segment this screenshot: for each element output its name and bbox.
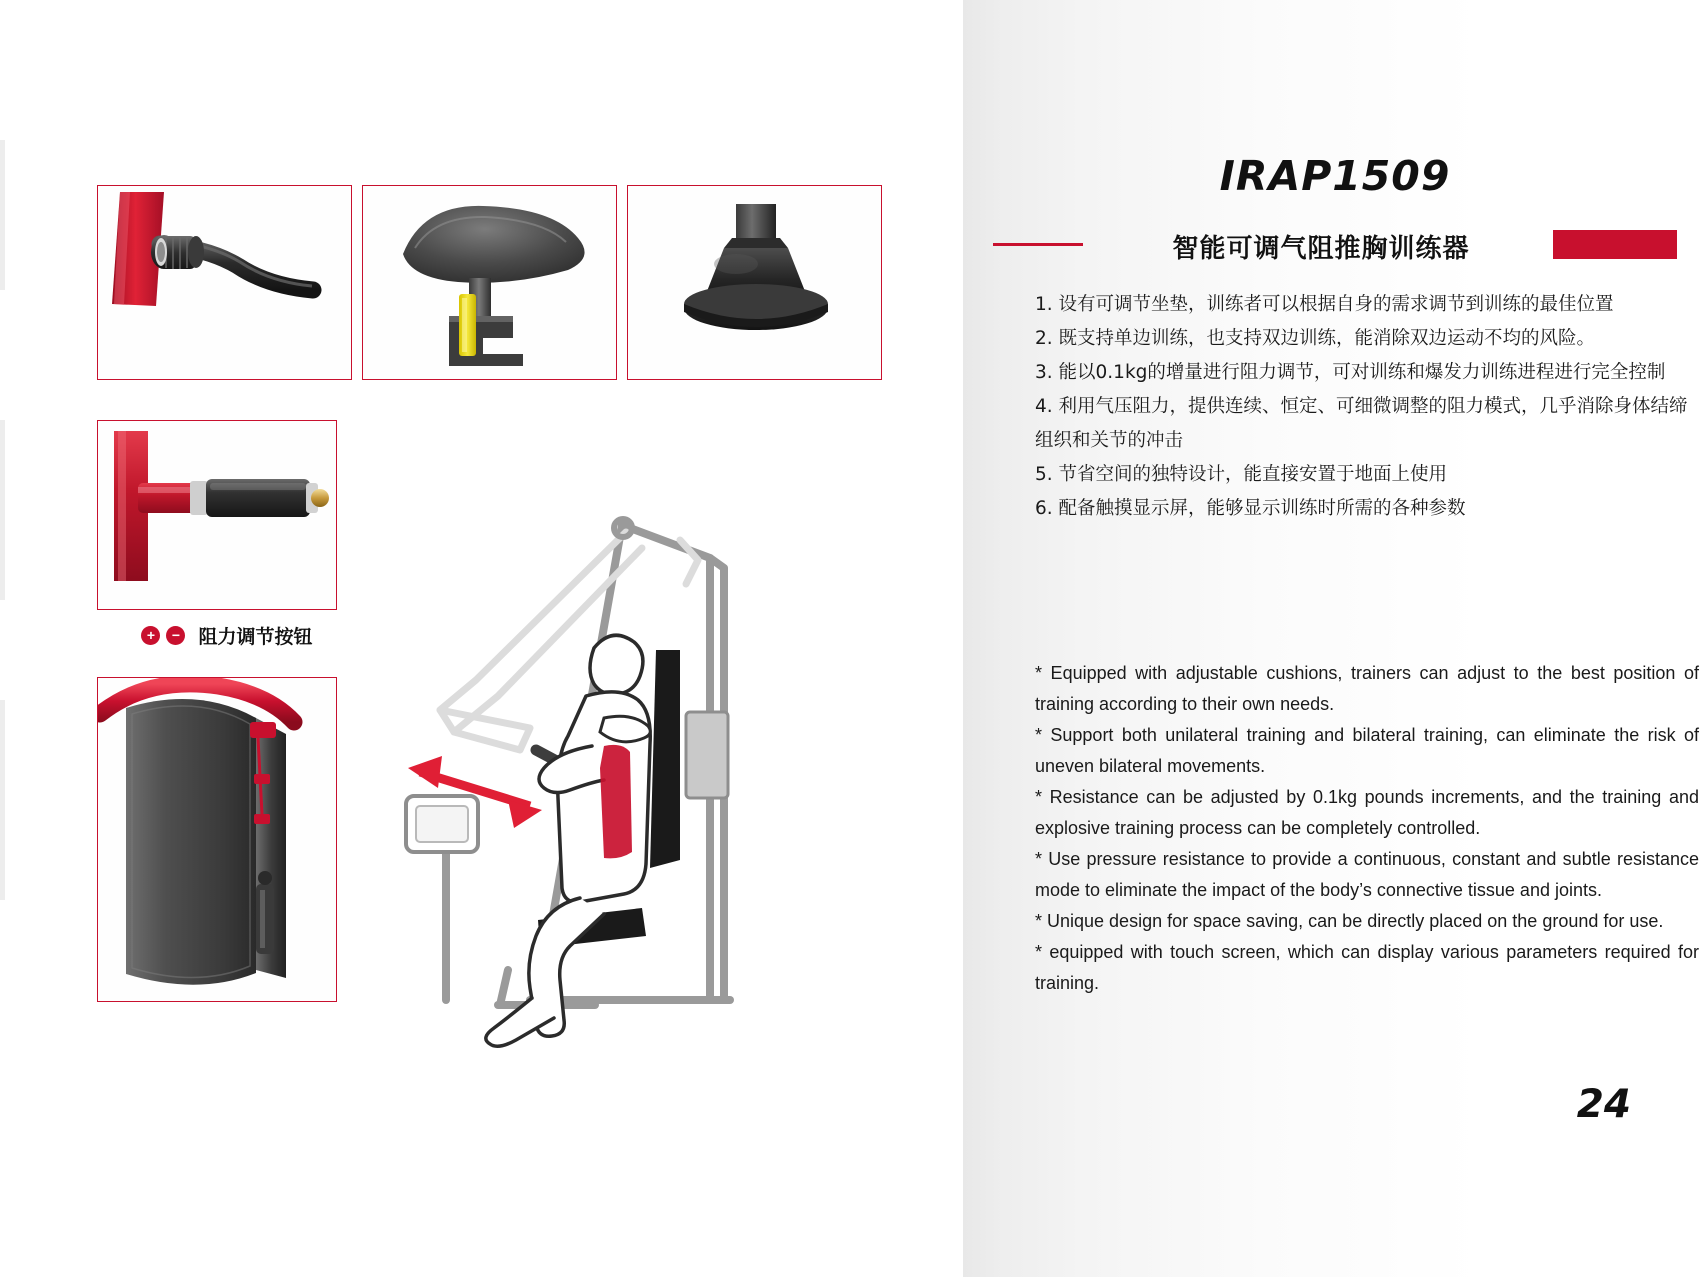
adjustment-knob-photo [97, 185, 352, 380]
chest-press-usage-diagram [380, 500, 800, 1060]
seat-cushion-photo [362, 185, 617, 380]
chinese-feature-list [1035, 288, 1695, 526]
chinese-feature-item: 3. 能以0.1kg的增量进行阻力调节，可对训练和爆发力训练进程进行完全控制 [1035, 362, 1666, 383]
english-feature-item: * Unique design for space saving, can be directly placed on the ground for use. [1035, 911, 1664, 931]
english-feature-item: * Equipped with adjustable cushions, trainers can adjust to the best position of training according to their own needs. [1035, 663, 1699, 714]
back-pad-illustration [98, 678, 337, 1002]
back-pad-photo [97, 677, 337, 1002]
chinese-feature-item: 6. 配备触摸显示屏，能够显示训练时所需的各种参数 [1035, 498, 1466, 519]
title-rule-left [993, 243, 1083, 246]
english-feature-item: * Support both unilateral training and bilateral training, can eliminate the risk of uneven bilateral movements. [1035, 725, 1699, 776]
base-foot-photo [627, 185, 882, 380]
chinese-feature-item: 4. 利用气压阻力，提供连续、恒定、可细微调整的阻力模式，几乎消除身体结缔组织和关节的冲击 [1035, 396, 1688, 451]
plus-icon: + [141, 626, 160, 645]
handle-grip-illustration [98, 421, 337, 610]
chinese-feature-item: 5. 节省空间的独特设计，能直接安置于地面上使用 [1035, 464, 1448, 485]
resistance-button-caption [97, 617, 357, 653]
model-title: IRAP1509 [1219, 152, 1451, 200]
chinese-title-bar [993, 228, 1677, 262]
binding-mark [0, 420, 5, 600]
english-feature-list [1035, 658, 1699, 999]
adjustment-knob-illustration [98, 186, 352, 380]
chinese-feature-item: 1. 设有可调节坐垫，训练者可以根据自身的需求调节到训练的最佳位置 [1035, 294, 1614, 315]
usage-diagram-svg [380, 500, 800, 1060]
binding-mark [0, 140, 5, 290]
resistance-button-label: 阻力调节按钮 [198, 625, 313, 648]
minus-icon: − [166, 626, 185, 645]
chinese-feature-item: 2. 既支持单边训练，也支持双边训练，能消除双边运动不均的风险。 [1035, 328, 1596, 349]
base-foot-illustration [628, 186, 882, 380]
title-accent-block [1553, 230, 1677, 259]
english-feature-item: * Resistance can be adjusted by 0.1kg pounds increments, and the training and explosive training process can be completely controlled. [1035, 787, 1699, 838]
english-feature-item: * Use pressure resistance to provide a continuous, constant and subtle resistance mode to eliminate the impact of the body’s connective tissue and joints. [1035, 849, 1699, 900]
binding-mark [0, 700, 5, 900]
page-number: 24 [1576, 1082, 1631, 1127]
seat-cushion-illustration [363, 186, 617, 380]
chinese-title: 智能可调气阻推胸训练器 [1172, 234, 1470, 264]
handle-grip-photo [97, 420, 337, 610]
english-feature-item: * equipped with touch screen, which can display various parameters required for training. [1035, 942, 1699, 993]
